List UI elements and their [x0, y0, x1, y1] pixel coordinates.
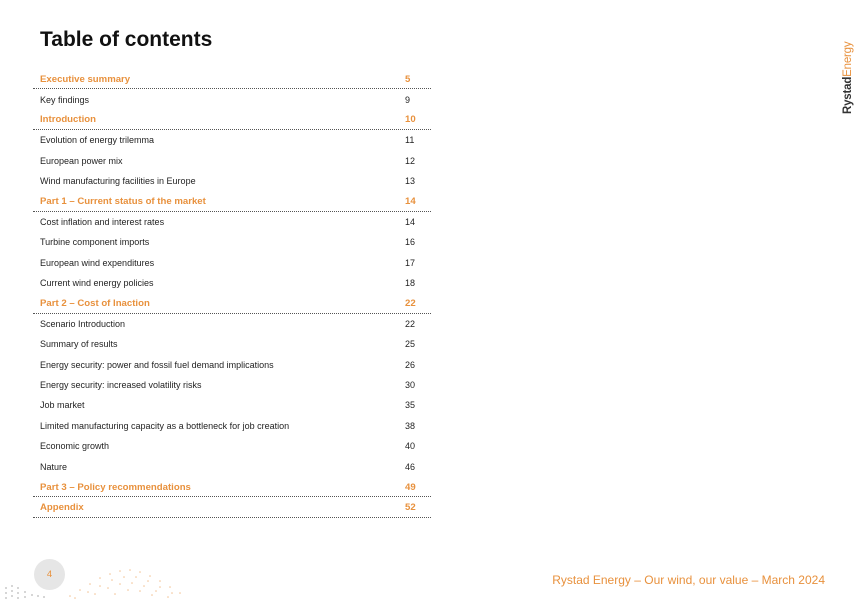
toc-page-number: 18: [405, 278, 416, 289]
toc-label: Evolution of energy trilemma: [40, 135, 155, 146]
toc-page-number: 14: [405, 196, 416, 208]
toc-page-number: 13: [405, 176, 416, 187]
toc-page-number: 40: [405, 441, 416, 452]
page-number: 4: [34, 559, 65, 590]
page-title: Table of contents: [40, 28, 213, 51]
toc-item-row[interactable]: [33, 171, 431, 191]
toc-item-row[interactable]: [33, 354, 431, 374]
toc-label: Energy security: power and fossil fuel demand implications: [40, 359, 274, 370]
toc-page-number: 11: [405, 135, 415, 146]
footer-text: Rystad Energy – Our wind, our value – March 2024: [552, 573, 825, 587]
toc-section-row[interactable]: [33, 293, 431, 313]
toc-section-row[interactable]: [33, 69, 431, 89]
toc-page-number: 14: [405, 216, 416, 227]
toc-page-number: 52: [405, 501, 416, 513]
toc-item-row[interactable]: [33, 375, 431, 395]
toc-item-row[interactable]: [33, 273, 431, 293]
toc-section-row[interactable]: [33, 477, 431, 497]
toc-page-number: 10: [405, 114, 416, 126]
toc-page-number: 30: [405, 380, 416, 391]
toc-item-row[interactable]: [33, 89, 431, 109]
toc-page-number: 9: [405, 94, 411, 105]
toc-page-number: 5: [405, 73, 411, 85]
rystad-energy-logo: [842, 42, 854, 114]
toc-section-row[interactable]: [33, 110, 431, 130]
toc-section-row[interactable]: [33, 497, 431, 517]
toc-label: Nature: [40, 461, 68, 472]
toc-label: Cost inflation and interest rates: [40, 216, 165, 227]
toc-label: Appendix: [40, 501, 84, 513]
toc-label: European power mix: [40, 155, 123, 166]
toc-page-number: 12: [405, 155, 416, 166]
toc-item-row[interactable]: [33, 416, 431, 436]
toc-page-number: 35: [405, 400, 416, 411]
toc-label: Limited manufacturing capacity as a bottleneck for job creation: [40, 420, 290, 431]
toc-page-number: 38: [405, 420, 416, 431]
toc-label: European wind expenditures: [40, 257, 155, 268]
toc-page-number: 46: [405, 461, 416, 472]
toc-page-number: 26: [405, 359, 416, 370]
toc-label: Key findings: [40, 94, 90, 105]
toc-item-row[interactable]: [33, 395, 431, 415]
toc-page-number: 16: [405, 237, 416, 248]
toc-item-row[interactable]: [33, 212, 431, 232]
toc-page-number: 22: [405, 318, 416, 329]
toc-item-row[interactable]: [33, 232, 431, 252]
toc-item-row[interactable]: [33, 314, 431, 334]
toc-section-row[interactable]: [33, 191, 431, 211]
toc-label: Job market: [40, 400, 85, 411]
toc-label: Part 3 – Policy recommendations: [40, 481, 191, 493]
toc-item-row[interactable]: [33, 151, 431, 171]
toc-label: Wind manufacturing facilities in Europe: [40, 176, 196, 187]
toc-item-row[interactable]: [33, 456, 431, 476]
toc-page-number: 49: [405, 481, 416, 493]
toc-label: Turbine component imports: [40, 237, 150, 248]
toc-page-number: 22: [405, 297, 416, 309]
toc-page-number: 25: [405, 339, 416, 350]
toc-label: Current wind energy policies: [40, 278, 154, 289]
toc-label: Part 1 – Current status of the market: [40, 196, 206, 208]
toc-item-row[interactable]: [33, 130, 431, 150]
logo-text-rystad: Rystad: [842, 76, 854, 114]
toc-label: Summary of results: [40, 339, 118, 350]
toc-label: Energy security: increased volatility risks: [40, 380, 202, 391]
toc-label: Scenario Introduction: [40, 318, 126, 329]
toc-label: Introduction: [40, 114, 96, 126]
toc-label: Part 2 – Cost of Inaction: [40, 297, 150, 309]
decorative-wave-icon: [0, 560, 200, 600]
toc-label: Executive summary: [40, 73, 131, 85]
toc-page-number: 17: [405, 257, 416, 268]
toc-item-row[interactable]: [33, 436, 431, 456]
logo-text-energy: Energy: [842, 41, 854, 77]
toc-item-row[interactable]: [33, 253, 431, 273]
toc-label: Economic growth: [40, 441, 110, 452]
toc-item-row[interactable]: [33, 334, 431, 354]
table-of-contents: [33, 69, 431, 518]
